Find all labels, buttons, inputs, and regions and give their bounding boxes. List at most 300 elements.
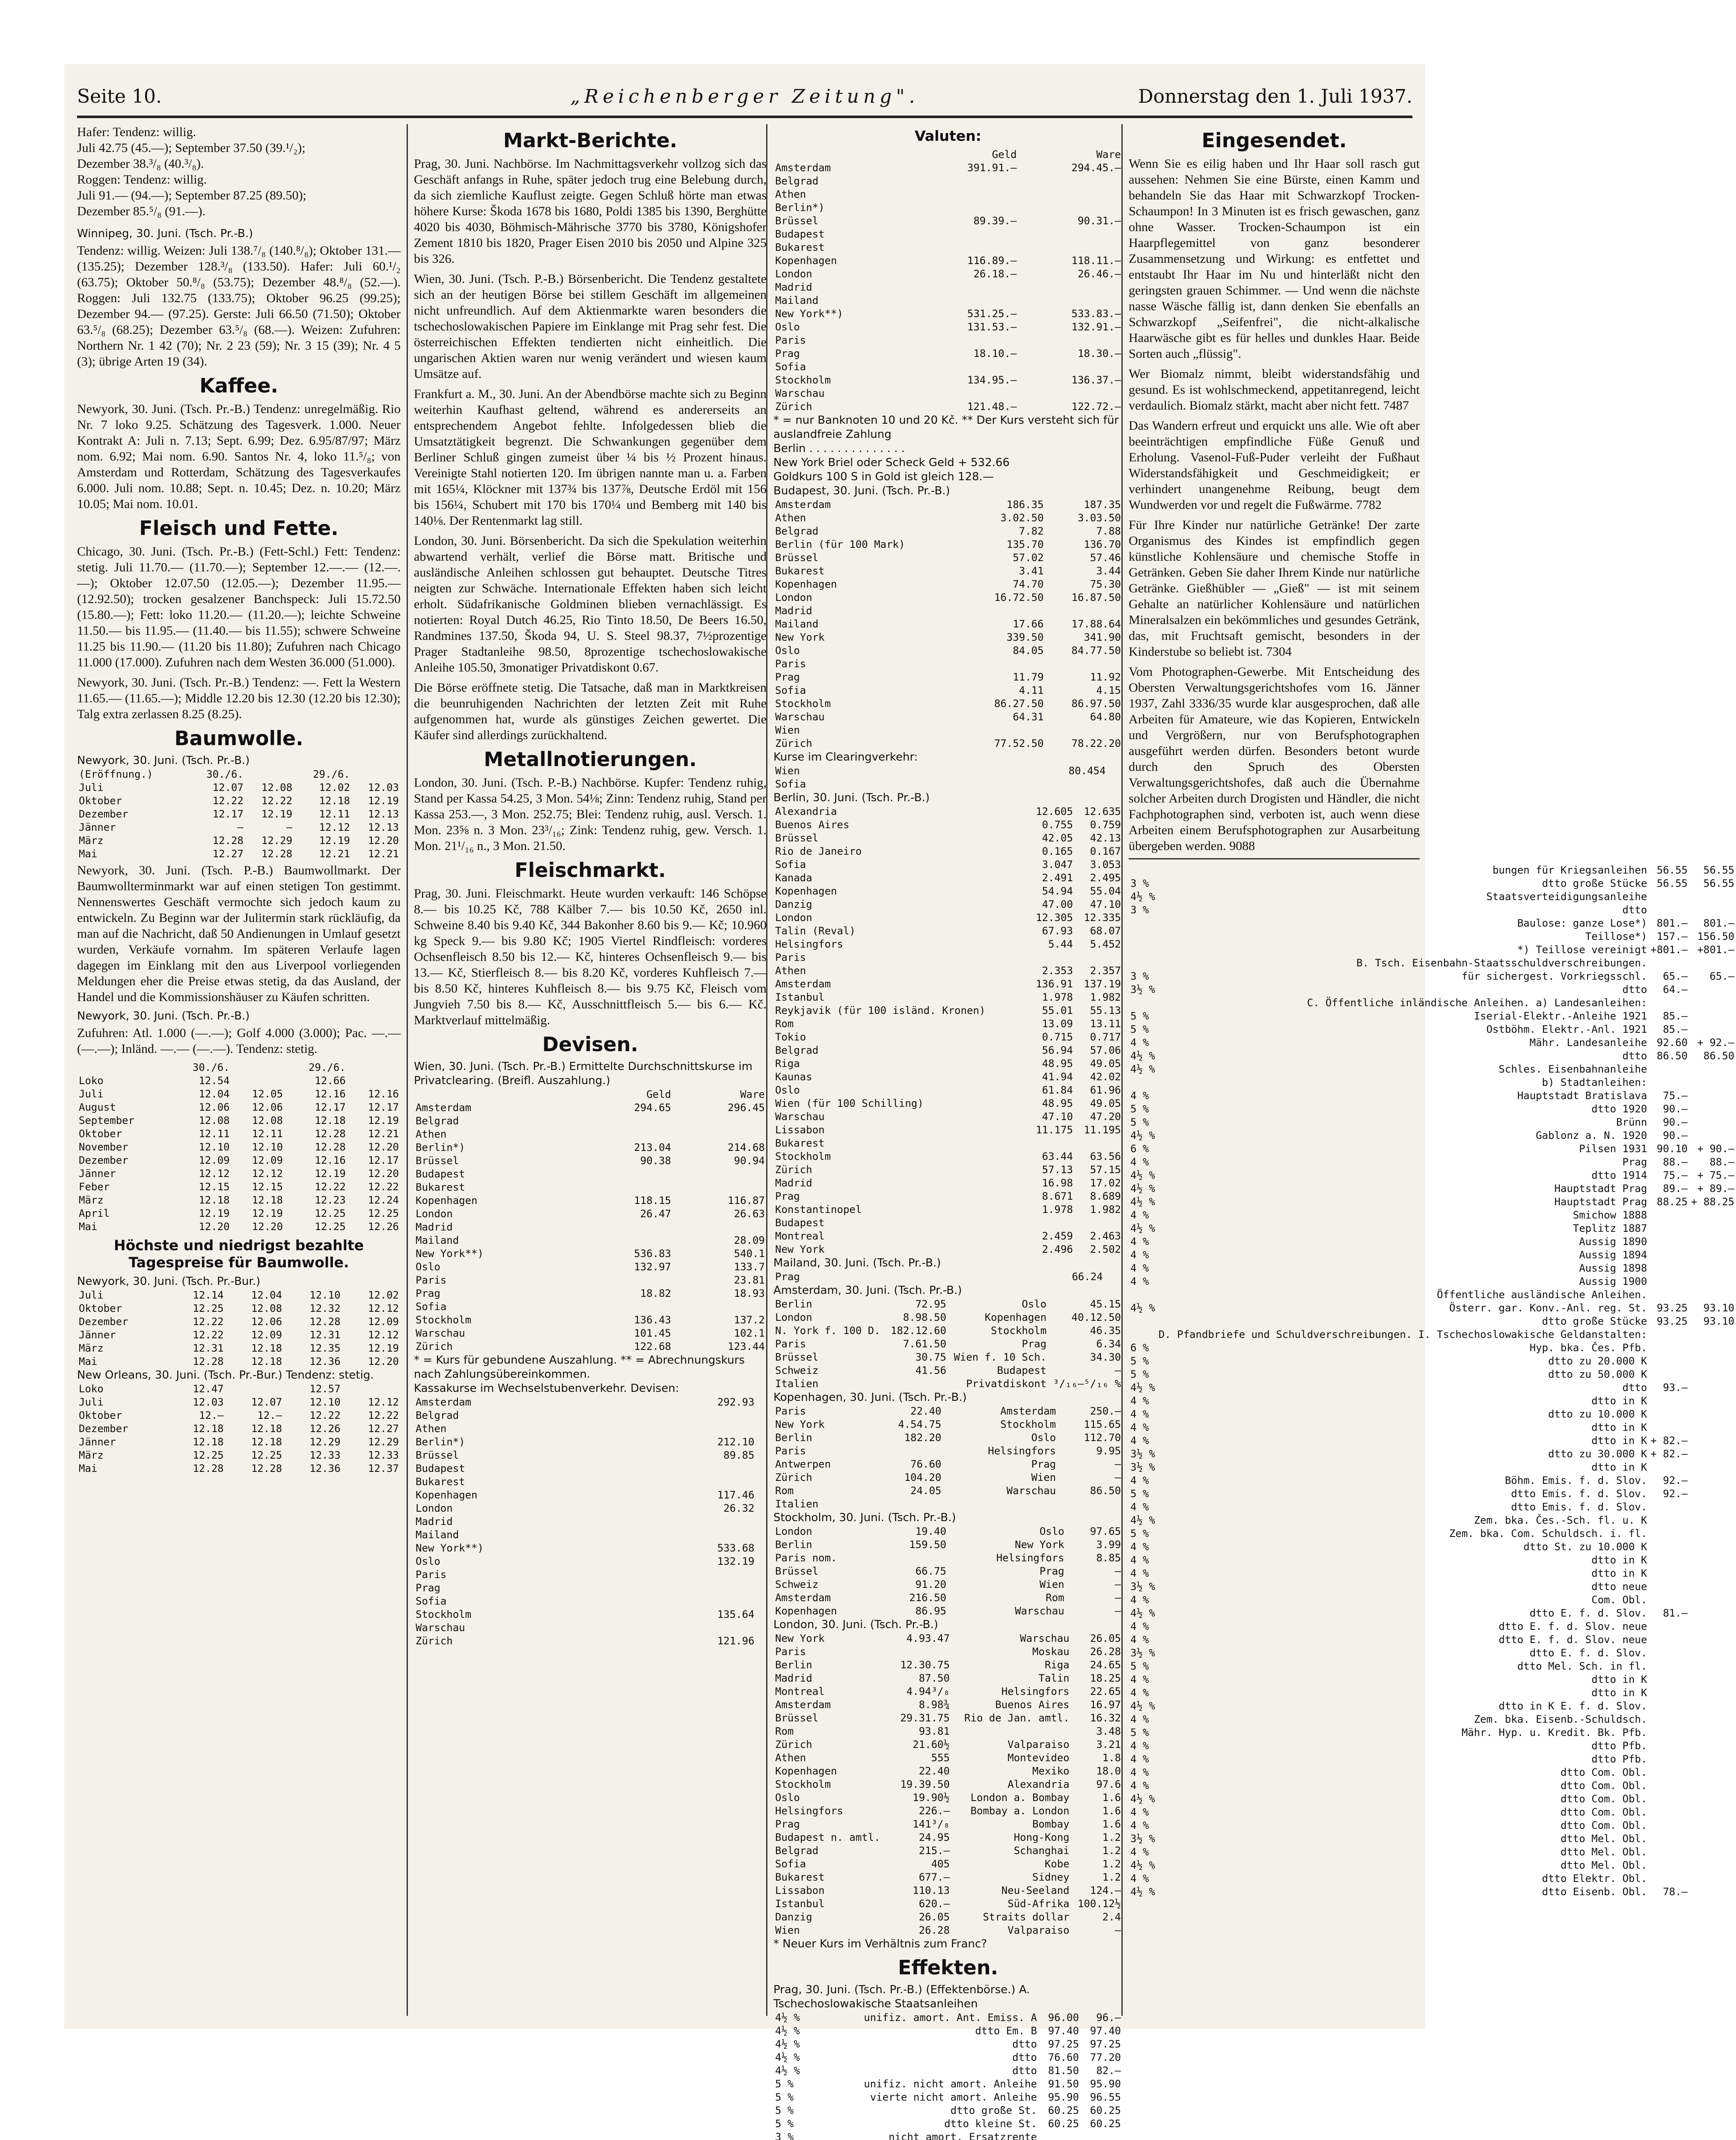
table-cell: Amsterdam	[775, 162, 831, 174]
table-cell: 5 %	[1130, 1116, 1149, 1128]
table-cell: Belgrad	[775, 525, 819, 537]
table-row	[773, 2064, 1123, 2078]
table-cell: 23.81	[734, 1274, 765, 1286]
table-cell: Stockholm	[1000, 1418, 1056, 1430]
table-cell: Juli	[79, 1396, 104, 1408]
table-cell: 12.17	[315, 1101, 346, 1113]
table-cell: Sofia	[775, 778, 806, 790]
table-row	[414, 1581, 767, 1595]
table-row	[773, 1364, 1123, 1377]
table-cell	[756, 1528, 767, 1542]
table-cell: London	[775, 1311, 812, 1323]
table-cell: dtto Pfb.	[1591, 1753, 1647, 1765]
table-cell: Budapest	[997, 1364, 1047, 1376]
table-row	[414, 1168, 767, 1181]
table-row	[773, 1270, 1123, 1284]
table-row	[414, 1300, 767, 1314]
table-cell: dtto	[1622, 1050, 1647, 1062]
table-cell	[1649, 1235, 1689, 1248]
table-cell: Amsterdam	[775, 1592, 831, 1604]
table-row	[773, 1418, 1123, 1431]
table-cell: 4 %	[1130, 1395, 1149, 1407]
table-cell: 48.95	[1042, 1058, 1073, 1070]
table-cell: 60.25	[1048, 2104, 1079, 2116]
table-cell: dtto in K	[1591, 1554, 1647, 1566]
table-row	[773, 1484, 1123, 1498]
table-cell	[1689, 1023, 1736, 1036]
table-cell: Kanada	[775, 872, 812, 884]
table-cell: 49.05	[1090, 1097, 1121, 1109]
table-cell: Oslo	[775, 645, 800, 657]
table-cell: Warschau	[416, 1327, 465, 1339]
table-cell: London	[775, 591, 812, 603]
table-cell: 136.37.—	[1071, 374, 1121, 386]
table-cell	[756, 1515, 767, 1528]
table-row	[773, 1578, 1123, 1591]
table-cell: 3.03.50	[1077, 512, 1121, 524]
table-cell: 16.87.50	[1071, 591, 1121, 603]
berlin-line: Berlin . . . . . . . . . . . . . .	[773, 442, 905, 455]
table-cell: 55.01	[1042, 1005, 1073, 1016]
table-row	[773, 591, 1123, 604]
table-cell: 16.72.50	[994, 591, 1044, 603]
table-cell: Montreal	[775, 1685, 825, 1697]
table-cell: 55.04	[1090, 885, 1121, 897]
table-cell: Brüssel	[775, 1565, 819, 1577]
table-cell: 22.40	[910, 1405, 942, 1417]
grain-line: Hafer: Tendenz: willig.	[77, 125, 196, 139]
table-row	[773, 1751, 1123, 1765]
table-cell: 1.6	[1102, 1792, 1121, 1804]
table-row	[773, 1177, 1123, 1190]
table-cell: 12.18	[251, 1342, 282, 1354]
table-cell: Oktober	[79, 1409, 122, 1421]
table-row	[414, 1502, 767, 1515]
table-cell: 123.44	[728, 1340, 765, 1352]
table-cell: 3.41	[1019, 565, 1044, 577]
table-cell: 0.717	[1090, 1031, 1121, 1043]
table-row	[773, 978, 1123, 991]
table-cell	[756, 1409, 767, 1422]
table-cell: 77.52.50	[994, 737, 1044, 749]
table-cell: 137.2	[734, 1314, 765, 1326]
table-cell: Konstantinopel	[775, 1204, 862, 1216]
table-cell: 4 %	[1130, 1236, 1149, 1248]
table-cell: C. Öffentliche inländische Anleihen. a) Landesanleihen:	[1307, 997, 1647, 1009]
table-cell	[756, 1502, 767, 1515]
table-cell	[1649, 890, 1689, 904]
table-row	[1129, 1235, 1736, 1248]
table-cell: 4½ %	[1130, 1169, 1155, 1181]
table-cell	[1649, 1673, 1689, 1686]
table-cell	[1689, 1368, 1736, 1381]
table-cell: 341.90	[1084, 631, 1121, 643]
table-cell: 4 %	[1130, 1594, 1149, 1606]
table-cell: Öffentliche ausländische Anleihen.	[1437, 1289, 1647, 1301]
table-cell: 55.13	[1090, 1005, 1121, 1016]
baumwolle-text-2: Zufuhren: Atl. 1.000 (—.—); Golf 4.000 (3.000); Pac. —.— (—.—); Inländ. —.— (—.—). Tendenz: stetig.	[77, 1026, 401, 1056]
table-cell: Warschau	[1020, 1632, 1070, 1644]
table-cell: Rom	[775, 1485, 794, 1497]
table-cell	[1649, 904, 1689, 917]
table-cell	[1689, 1580, 1736, 1593]
table-cell: 187.35	[1084, 499, 1121, 511]
table-cell	[868, 1444, 943, 1458]
table-cell: 391.91.—	[967, 162, 1017, 174]
table-cell: 85.—	[1663, 1023, 1688, 1035]
table-cell	[673, 1300, 767, 1314]
table-cell: Mai	[79, 848, 98, 860]
table-cell: 0.165	[1042, 845, 1073, 857]
table-cell: —	[286, 821, 293, 833]
table-cell: 405	[931, 1858, 950, 1870]
table-row	[1129, 996, 1736, 1010]
table-cell: 12.12	[368, 1329, 399, 1341]
table-row	[773, 1565, 1123, 1578]
winnipeg-text: Tendenz: willig. Weizen: Juli 138.⁷/₈ (140.⁸/₈); Oktober 131.— (135.25); Dezember 128.³/₈ (133.50). Hafer: Juli 60.¹/₂ (63.75); Oktober 50.⁸/₈ (53.75); Dezember 48.⁸/₈ (52.—). Roggen: Juli 132.75 (133.75); Oktober 96.25 (99.25); Dezember 94.— (97.25). Gerste: Juli 66.50 (71.50); Oktober 63.⁵/₈ (68.25); Dezember 63.⁵/₈ (68.—). Weizen: Zufuhren: Northern Nr. 1 42 (70); Nr. 2 23 (59); Nr. 3 15 (39); Nr. 4 5 (3); übrige Arten 19 (34).	[77, 244, 401, 369]
table-cell	[579, 1221, 673, 1234]
table-cell: 4 %	[1130, 1209, 1149, 1221]
table-cell	[579, 1234, 673, 1247]
table-cell: 96.55	[1090, 2091, 1121, 2103]
table-cell	[1129, 1288, 1157, 1302]
table-cell: 12.12	[368, 1396, 399, 1408]
table-cell: 4½ %	[1130, 1050, 1155, 1062]
table-cell: Kopenhagen	[775, 255, 837, 267]
metall-heading: Metallnotierungen.	[484, 748, 697, 771]
table-cell: 12.12	[319, 821, 350, 833]
table-cell: 34.30	[1090, 1351, 1121, 1363]
table-cell: Juli	[79, 782, 104, 794]
baumwolle-heading: Baumwolle.	[174, 727, 303, 750]
table-cell: 18.30.—	[1077, 348, 1121, 360]
table-cell: 122.72.—	[1071, 401, 1121, 413]
table-cell: 4 %	[1130, 1780, 1149, 1792]
table-row	[1129, 1142, 1736, 1156]
table-cell: Madrid	[416, 1516, 453, 1528]
table-cell: 292.93	[717, 1396, 755, 1408]
table-cell	[1045, 724, 1123, 737]
table-cell: 42.05	[1042, 832, 1073, 844]
table-cell: Oslo	[416, 1261, 440, 1273]
table-cell: Paris	[775, 951, 806, 963]
table-row	[1129, 1182, 1736, 1195]
table-cell: Belgrad	[775, 1845, 819, 1857]
table-row	[414, 1475, 767, 1489]
table-cell: Süd-Afrika	[1008, 1898, 1070, 1910]
table-row	[1129, 1195, 1736, 1209]
table-cell: 5 %	[775, 2091, 794, 2103]
table-cell: 4½ %	[1130, 1793, 1155, 1805]
table-cell	[1689, 1262, 1736, 1275]
table-cell: 12.09	[252, 1154, 283, 1166]
table-cell: Paris	[775, 1445, 806, 1457]
table-cell: 12.37	[368, 1462, 399, 1474]
grain-line: Juli 91.— (94.—); September 87.25 (89.50);	[77, 188, 306, 202]
table-cell: 156.50	[1697, 930, 1735, 942]
table-cell: 86.50	[1090, 1485, 1121, 1497]
table-cell: Sofia	[775, 361, 806, 373]
table-row	[77, 1194, 401, 1207]
table-cell	[914, 175, 1019, 188]
table-cell: dtto in K E. f. d. Slov.	[1498, 1700, 1647, 1712]
table-cell	[1075, 1137, 1123, 1150]
table-row	[773, 2117, 1123, 2131]
table-cell	[1081, 2131, 1123, 2140]
table-row	[77, 808, 401, 821]
table-row	[414, 1449, 767, 1462]
table-cell: Brüssel	[416, 1449, 459, 1461]
table-row	[1129, 1394, 1736, 1408]
table-row	[414, 1340, 767, 1353]
table-cell: 12.22	[309, 1409, 341, 1421]
table-cell: 90.10	[1656, 1143, 1688, 1155]
table-cell	[756, 1449, 767, 1462]
table-cell: 67.93	[1042, 925, 1073, 937]
table-cell: dtto E. f. d. Slov. neue	[1498, 1634, 1647, 1646]
table-cell: Mähr. Hyp. u. Kredit. Bk. Pfb.	[1461, 1727, 1647, 1739]
table-cell	[893, 1645, 951, 1658]
table-cell: 12.18	[251, 1436, 282, 1448]
table-cell: 12.28	[251, 1462, 282, 1474]
table-cell: 91.20	[915, 1578, 946, 1590]
table-cell: + 82.—	[1650, 1448, 1688, 1460]
table-cell	[1649, 1792, 1689, 1806]
table-cell	[1018, 360, 1123, 374]
table-cell: London	[416, 1502, 453, 1514]
table-cell: 56.55	[1703, 877, 1735, 889]
table-cell: März	[79, 1342, 104, 1354]
table-cell: 49.05	[1090, 1058, 1121, 1070]
table-cell: Privatdiskont	[966, 1378, 1047, 1390]
table-cell: Brüssel	[775, 1351, 819, 1363]
table-cell: 11.195	[1084, 1124, 1121, 1136]
table-cell: 12.16	[315, 1154, 346, 1166]
baumwolle-text: Newyork, 30. Juni. (Tsch. P.-B.) Baumwollmarkt. Der Baumwollterminmarkt war auf einen stetigen Ton gestimmt. Nennenswertes Geschäft vermochte sich jedoch kaum zu entwickeln. Zu Beginn war der Julitermin stark rückläufig, da man auf die Nachricht, daß 50 Andienungen in Umlauf gesetzt wurden, Verkäufe vornahm. Im späteren Verlaufe lagen dagegen im Einklang mit den aus Liverpool vorliegenden Meldungen eher die Preise etwas stetig, da das Ausland, der Handel und die Kommissionshäuser zu Käufen schritten.	[77, 863, 401, 1004]
table-cell: dtto Pfb.	[1591, 1740, 1647, 1752]
table-cell: 5 %	[775, 2118, 794, 2130]
table-cell: 533.68	[717, 1542, 755, 1554]
table-cell: b) Stadtanleihen:	[1542, 1076, 1647, 1088]
table-cell: Mai	[79, 1462, 98, 1474]
table-cell: 56.94	[1042, 1044, 1073, 1056]
table-cell: 294.45.—	[1071, 162, 1121, 174]
table-cell: 12.02	[368, 1289, 399, 1301]
table-row	[773, 684, 1123, 697]
table-cell: 56.55	[1703, 864, 1735, 876]
table-cell: 47.20	[1090, 1111, 1121, 1123]
table-row	[773, 321, 1123, 334]
table-cell: 26.47	[640, 1208, 671, 1220]
table-row	[773, 1004, 1123, 1017]
table-row	[77, 1127, 401, 1141]
table-row	[1129, 1832, 1736, 1846]
table-cell	[1649, 1368, 1689, 1381]
table-row	[773, 1216, 1123, 1230]
table-row	[77, 834, 401, 847]
table-cell: 97.40	[1090, 2025, 1121, 2037]
table-cell	[1649, 1288, 1689, 1302]
table-row	[414, 1396, 767, 1409]
table-cell	[632, 1621, 756, 1635]
table-cell: 12.25	[368, 1207, 399, 1219]
london-report: London, 30. Juni. Börsenbericht. Da sich die Spekulation weiterhin abwartend verhält, verlief die Börse matt. Britische und ausländische Anleihen schlossen gut behauptet. Deutsche Titres neigten zur Schwäche. Internationale Effekten haben sich leicht erholt. Südafrikanische Goldminen blieben vernachlässigt. Es notierten: Royal Dutch 46.25, Rio Tinto 18.50, De Beers 16.50, Randmines 137.50, Škoda 94, U. S. Steel 98.37, 7½prozentige Prager Stadtanleihe 98.50, 8prozentige tschechoslowakische Anleihe 105.50, 3monatiger Privatdiskont 0.67.	[414, 534, 767, 675]
table-row	[1129, 1049, 1736, 1063]
table-cell: 12.18	[251, 1355, 282, 1367]
table-cell: Oktober	[79, 1128, 122, 1140]
table-cell: 137.19	[1084, 978, 1121, 990]
table-row	[1129, 1275, 1736, 1288]
table-cell: 92.60	[1656, 1037, 1688, 1049]
table-cell: 226.—	[919, 1805, 950, 1817]
table-row	[77, 1342, 401, 1355]
table-cell: 12.—	[199, 1409, 224, 1421]
table-cell: Danzig	[775, 1911, 812, 1923]
table-cell: Oslo	[775, 1084, 800, 1096]
table-cell: 12.10	[199, 1141, 230, 1153]
table-cell: Madrid	[775, 1672, 812, 1684]
table-cell	[1018, 201, 1123, 214]
table-cell: Stockholm	[416, 1314, 472, 1326]
table-cell: 26.05	[1090, 1632, 1121, 1644]
table-cell: 4½ %	[1130, 1382, 1155, 1394]
table-row	[773, 1911, 1123, 1924]
table-cell: Hong-Kong	[1014, 1831, 1070, 1843]
table-cell: 16.98	[1042, 1177, 1073, 1189]
table-cell: dtto zu 20.000 K	[1548, 1355, 1647, 1367]
table-cell	[1649, 1872, 1689, 1885]
table-row	[1129, 1461, 1736, 1474]
table-cell	[1649, 1394, 1689, 1408]
table-row	[773, 1645, 1123, 1658]
london-report-2: Die Börse eröffnete stetig. Die Tatsache, daß man in Marktkreisen die beunruhigenden Nachrichten der letzten Zeit mit Ruhe aufgenommen hat, wurde als günstiges Zeichen gewertet. Die Käufer sind allerdings zurückhaltend.	[414, 681, 767, 742]
table-row	[1129, 1222, 1736, 1235]
table-cell: 2.496	[1042, 1243, 1073, 1255]
table-cell: 90.—	[1663, 1103, 1688, 1115]
table-row	[77, 1355, 401, 1368]
table-cell: 12.19	[368, 795, 399, 807]
table-cell: 81.—	[1663, 1607, 1688, 1619]
table-cell: 12.—	[257, 1409, 282, 1421]
table-cell: 4½ %	[1130, 1514, 1155, 1526]
table-row	[77, 1101, 401, 1114]
table-cell: 5 %	[1130, 1355, 1149, 1367]
table-cell: dtto große St.	[950, 2104, 1037, 2116]
table-row	[77, 1409, 401, 1422]
table-cell: 1.978	[1042, 1204, 1073, 1216]
table-cell: 132.97	[634, 1261, 671, 1273]
table-cell	[1649, 1766, 1689, 1779]
new-orleans-table	[77, 1382, 401, 1475]
table-cell: 90.—	[1663, 1116, 1688, 1128]
table-cell: London	[416, 1208, 453, 1220]
table-cell: 9.95	[1096, 1445, 1121, 1457]
table-cell: 4 %	[1130, 1474, 1149, 1486]
table-row	[773, 1725, 1123, 1738]
table-cell	[1689, 1806, 1736, 1819]
table-cell: —	[237, 821, 244, 833]
table-cell: Oktober	[79, 795, 122, 807]
table-row	[773, 2131, 1123, 2140]
table-cell: 12.57	[309, 1383, 341, 1395]
table-cell	[1129, 996, 1157, 1010]
table-cell: Warschau	[1014, 1605, 1064, 1617]
table-cell	[968, 657, 1046, 671]
table-cell: 4½ %	[1130, 1063, 1155, 1075]
table-cell: Budapest n. amtl.	[775, 1831, 880, 1843]
table-cell: Moskau	[1032, 1646, 1070, 1658]
table-row	[1129, 1819, 1736, 1832]
table-row	[1129, 1647, 1736, 1660]
table-cell	[1039, 2131, 1081, 2140]
table-cell: unifiz. amort. Ant. Emiss. A	[864, 2012, 1037, 2024]
table-row	[77, 1141, 401, 1154]
table-cell: 60.25	[1048, 2118, 1079, 2130]
table-row	[773, 1311, 1123, 1324]
table-row	[773, 1552, 1123, 1565]
column-header	[77, 1061, 169, 1074]
table-cell: London a. Bombay	[970, 1792, 1070, 1804]
table-cell: Buenos Aires	[995, 1699, 1070, 1711]
table-cell: 12.23	[315, 1194, 346, 1206]
table-cell: Prag	[416, 1287, 440, 1299]
table-cell: 339.50	[1006, 631, 1044, 643]
table-cell: dtto Em. B	[975, 2025, 1037, 2037]
table-cell: 26.05	[919, 1911, 950, 1923]
column-header	[232, 1061, 285, 1074]
table-cell	[1689, 1819, 1736, 1832]
table-cell: 2.502	[1090, 1243, 1121, 1255]
table-row	[773, 347, 1123, 360]
table-row	[414, 1221, 767, 1234]
table-cell: 1.982	[1090, 991, 1121, 1003]
table-cell: Com. Obl.	[1591, 1594, 1647, 1606]
table-row	[773, 618, 1123, 631]
table-cell: Prag	[1039, 1565, 1064, 1577]
table-cell	[1689, 1527, 1736, 1540]
table-cell	[1107, 778, 1123, 791]
table-cell: 4½ %	[775, 2025, 800, 2037]
table-cell: 86.50	[1703, 1050, 1735, 1062]
table-cell: dtto in K	[1591, 1687, 1647, 1699]
table-cell: 3½ %	[1130, 1581, 1155, 1593]
table-cell: dtto St. zu 10.000 K	[1523, 1541, 1647, 1553]
table-row	[773, 1431, 1123, 1444]
table-cell	[1107, 764, 1123, 778]
table-cell: Rio de Janeiro	[775, 845, 862, 857]
table-cell: Bukarest	[416, 1476, 465, 1488]
table-row	[1129, 1859, 1736, 1872]
table-cell: 2.357	[1090, 965, 1121, 977]
table-cell: 12.30.75	[900, 1659, 950, 1671]
table-cell: 12.21	[368, 848, 399, 860]
table-cell: 89.—	[1663, 1183, 1688, 1195]
table-cell: 88.—	[1663, 1156, 1688, 1168]
table-cell: dtto Com. Obl.	[1561, 1819, 1647, 1831]
table-cell: 48.95	[1042, 1097, 1073, 1109]
kassa-head: Kassakurse im Wechselstubenverkehr. Devisen:	[414, 1382, 679, 1395]
table-cell: 12.09	[199, 1154, 230, 1166]
hoechst-heading: Höchste und niedrigst bezahlte Tagespreise für Baumwolle.	[113, 1237, 364, 1271]
table-cell	[1649, 1554, 1689, 1567]
table-row	[1129, 904, 1736, 917]
table-cell: 213.04	[634, 1141, 671, 1153]
table-cell: Buenos Aires	[775, 819, 850, 831]
table-row	[1129, 1885, 1736, 1899]
table-cell: Madrid	[416, 1221, 453, 1233]
table-cell: 26.28	[919, 1924, 950, 1936]
table-cell: 1.982	[1090, 1204, 1121, 1216]
